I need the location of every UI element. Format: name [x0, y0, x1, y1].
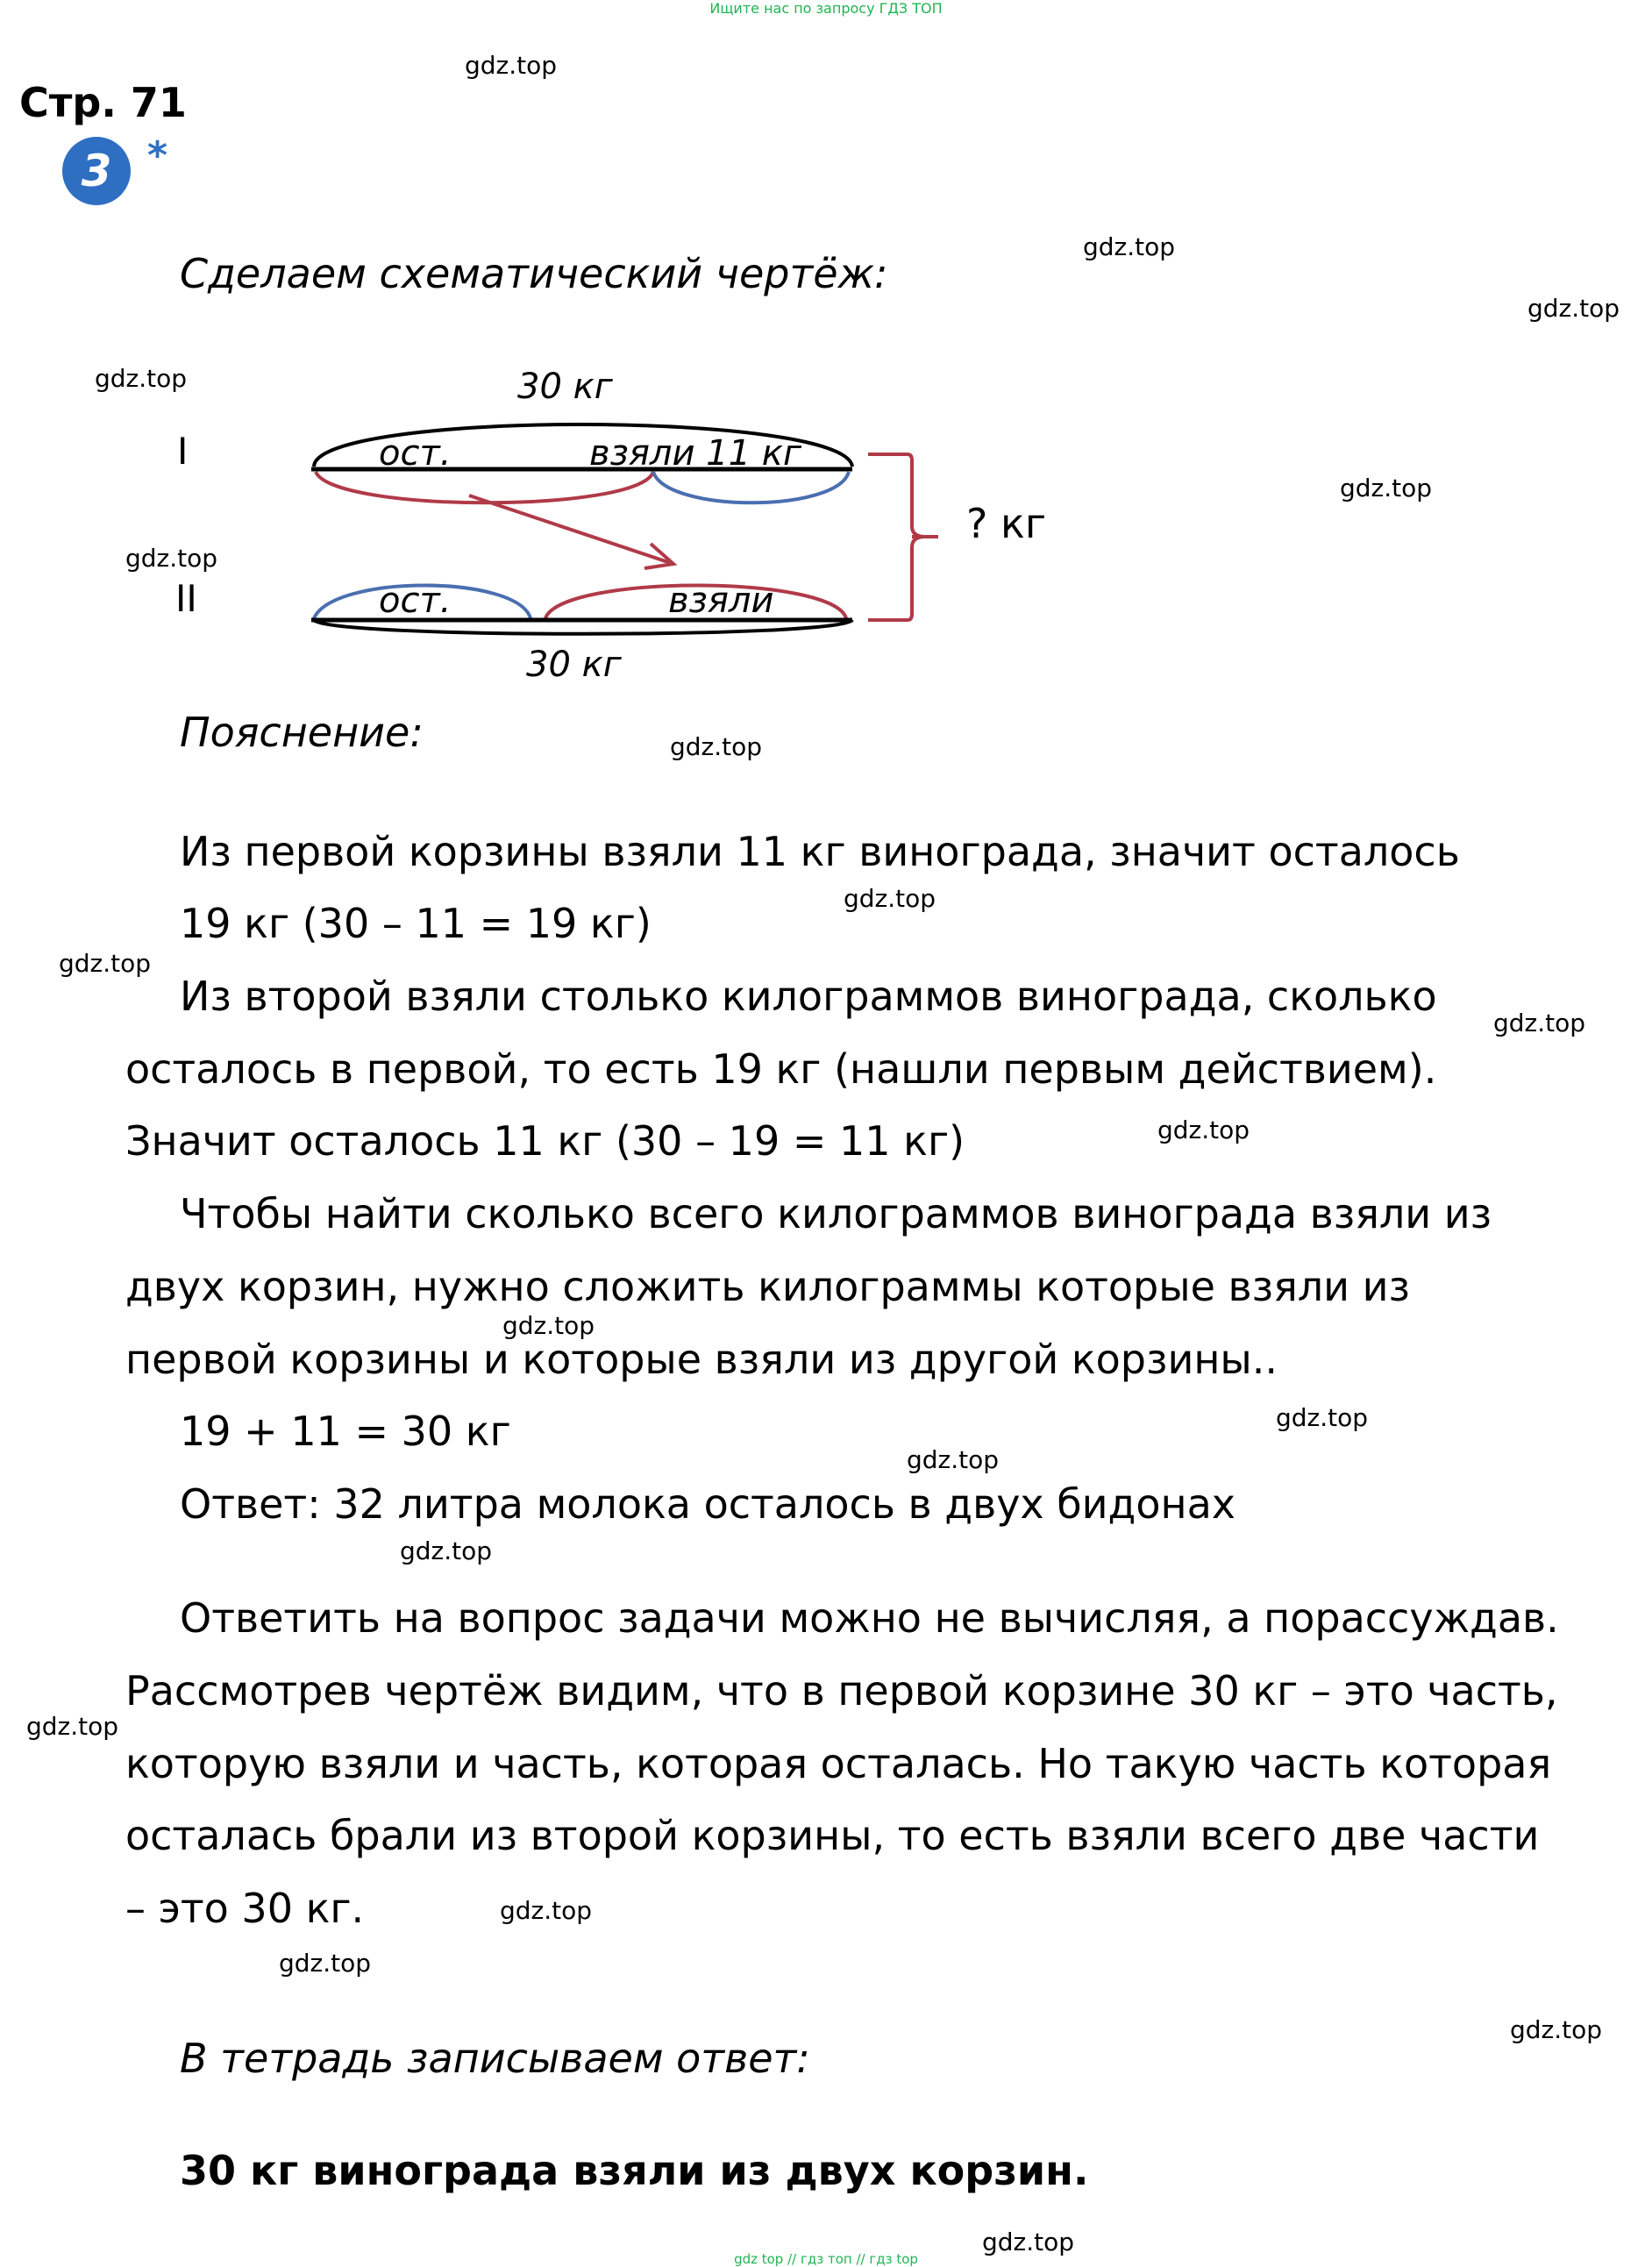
page-number: Стр. 71 [19, 79, 187, 126]
watermark: gdz.top [1157, 1116, 1250, 1144]
watermark: gdz.top [670, 732, 763, 761]
explanation-line: Значит осталось 11 кг (30 – 19 = 11 кг) [125, 1117, 965, 1165]
row1-label: I [177, 430, 189, 473]
bottom-banner: gdz top // гдз топ // гдз top [734, 2251, 918, 2267]
top-banner: Ищите нас по запросу ГДЗ ТОП [709, 0, 943, 17]
task-star-mark: * [147, 133, 168, 178]
reasoning-line: Ответить на вопрос задачи можно не вычисляя, а порассуждав. [180, 1594, 1559, 1642]
watermark: gdz.top [1527, 294, 1620, 323]
watermark: gdz.top [26, 1712, 119, 1741]
explanation-line: первой корзины и которые взяли из другой корзины.. [125, 1336, 1278, 1383]
transfer-arrow [469, 495, 671, 563]
watermark: gdz.top [500, 1896, 593, 1925]
reasoning-line: – это 30 кг. [125, 1885, 365, 1932]
diagram-intro: Сделаем схематический чертёж: [180, 250, 888, 297]
row2-label: II [175, 577, 197, 620]
explanation-line: двух корзин, нужно сложить килограммы которые взяли из [125, 1263, 1411, 1310]
watermark: gdz.top [907, 1445, 1000, 1474]
calculation-line: 19 + 11 = 30 кг [180, 1408, 511, 1455]
watermark: gdz.top [279, 1949, 372, 1978]
row1-remaining-label: ост. [379, 433, 452, 474]
top-total-label: 30 кг [517, 367, 613, 407]
bottom-total-label: 30 кг [526, 645, 622, 685]
explanation-line: Из второй взяли столько килограммов винограда, сколько [180, 973, 1437, 1020]
reasoning-line: Рассмотрев чертёж видим, что в первой корзине 30 кг – это часть, [125, 1667, 1558, 1715]
row1-remaining-arc [316, 472, 653, 503]
explanation-line: осталось в первой, то есть 19 кг (нашли первым действием). [125, 1045, 1437, 1093]
watermark: gdz.top [1510, 2015, 1603, 2044]
watermark: gdz.top [1493, 1009, 1586, 1037]
watermark: gdz.top [95, 364, 188, 393]
row1-taken-arc [653, 472, 849, 503]
explanation-line: Из первой корзины взяли 11 кг винограда, значит осталось [180, 828, 1460, 875]
row1-taken-label: взяли 11 кг [589, 433, 801, 474]
reasoning-line: осталась брали из второй корзины, то есть взяли всего две части [125, 1812, 1540, 1859]
watermark: gdz.top [125, 544, 218, 573]
watermark: gdz.top [59, 949, 152, 978]
explanation-line: Чтобы найти сколько всего килограммов винограда взяли из [180, 1190, 1492, 1237]
reasoning-line: которую взяли и часть, которая осталась. Но такую часть которая [125, 1740, 1552, 1787]
watermark: gdz.top [465, 51, 558, 80]
question-label: ? кг [966, 500, 1046, 547]
explanation-line: 19 кг (30 – 11 = 19 кг) [180, 900, 652, 947]
watermark: gdz.top [844, 884, 936, 913]
explanation-heading: Пояснение: [180, 709, 424, 756]
task-number-badge: 3 [62, 137, 131, 205]
answer-line: Ответ: 32 литра молока осталось в двух бидонах [180, 1480, 1235, 1528]
answer-intro: В тетрадь записываем ответ: [180, 2035, 810, 2082]
watermark: gdz.top [1276, 1403, 1369, 1432]
watermark: gdz.top [400, 1536, 493, 1565]
row2-taken-label: взяли [668, 581, 774, 621]
watermark: gdz.top [1083, 232, 1176, 261]
watermark: gdz.top [502, 1311, 595, 1340]
row2-remaining-label: ост. [379, 581, 452, 621]
watermark: gdz.top [1340, 474, 1433, 503]
final-answer: 30 кг винограда взяли из двух корзин. [180, 2147, 1089, 2194]
watermark: gdz.top [982, 2228, 1075, 2256]
